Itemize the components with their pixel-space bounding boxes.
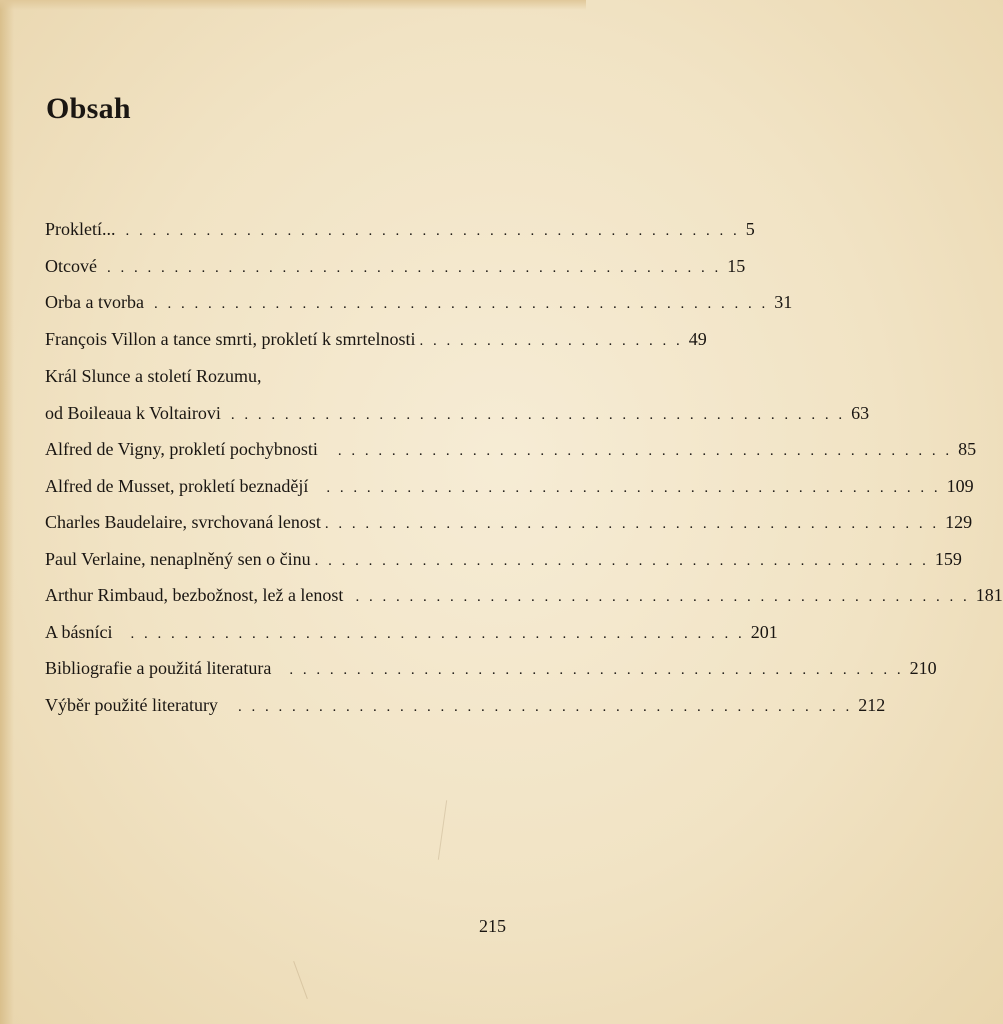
toc-entry-page: 212 xyxy=(858,695,886,715)
toc-entry-page: 181 xyxy=(975,585,1003,605)
toc-entry-label: Charles Baudelaire, svrchovaná lenost xyxy=(45,512,321,532)
dot-leader: . . . . . . . . . . . . . . . . . . . . . . . . . . . . . . . . . . . . . . . . . . . . . . xyxy=(153,296,769,312)
dot-leader: . . . . . . . . . . . . . . . . . . . . . . . . . . . . . . . . . . . . . . . . . . . . . . xyxy=(125,223,740,239)
toc-entry-label: Bibliografie a použitá literatura xyxy=(45,658,272,678)
paper-crease xyxy=(293,961,308,999)
dot-leader: . . . . . . . . . . . . . . . . . . . . . . . . . . . . . . . . . . . . . . . . . . . . . . xyxy=(324,516,940,532)
dot-leader: . . . . . . . . . . . . . . . . . . . . . . . . . . . . . . . . . . . . . . . . . . . . . . xyxy=(355,589,970,605)
dot-leader: . . . . . . . . . . . . . . . . . . . . xyxy=(419,333,683,349)
paper-crease xyxy=(438,800,447,860)
dot-leader: . . . . . . . . . . . . . . . . . . . . . . . . . . . . . . . . . . . . . . . . . . . . . . xyxy=(106,260,722,276)
toc-entry[interactable] xyxy=(45,512,973,538)
toc-entry-label: Alfred de Vigny, prokletí pochybnosti xyxy=(45,439,318,459)
toc-entry-page: 5 xyxy=(745,219,755,239)
toc-entry-label: od Boileaua k Voltairovi xyxy=(45,403,221,423)
dot-leader: . . . . . . . . . . . . . . . . . . . . . . . . . . . . . . . . . . . . . . . . . . . . . . xyxy=(289,662,904,678)
toc-entry-page: 31 xyxy=(774,292,793,312)
toc-entry-label: Arthur Rimbaud, bezbožnost, lež a lenost xyxy=(45,585,344,605)
toc-entry-page: 15 xyxy=(727,256,746,276)
toc-entry-label: Výběr použité literatury xyxy=(45,695,218,715)
toc-entry[interactable] xyxy=(45,219,755,245)
toc-entry[interactable] xyxy=(45,329,707,355)
dot-leader: . . . . . . . . . . . . . . . . . . . . . . . . . . . . . . . . . . . . . . . . . . . . . . xyxy=(230,407,846,423)
dot-leader: . . . . . . . . . . . . . . . . . . . . . . . . . . . . . . . . . . . . . . . . . . . . . . xyxy=(130,626,745,642)
toc-entry[interactable] xyxy=(45,439,977,465)
page-title: Obsah xyxy=(46,92,131,125)
toc-entry-label: Paul Verlaine, nenaplněný sen o činu xyxy=(45,549,311,569)
page-edge-shadow xyxy=(0,0,14,1024)
toc-entry[interactable] xyxy=(45,549,962,575)
toc-entry[interactable] xyxy=(45,658,937,684)
toc-entry[interactable] xyxy=(45,403,870,429)
toc-entry-page: 49 xyxy=(688,329,707,349)
dot-leader: . . . . . . . . . . . . . . . . . . . . . . . . . . . . . . . . . . . . . . . . . . . . . . xyxy=(326,480,941,496)
toc-entry-label: Král Slunce a století Rozumu, xyxy=(45,366,262,386)
toc-entry-page: 63 xyxy=(851,403,870,423)
toc-entry[interactable] xyxy=(45,622,778,648)
toc-entry[interactable] xyxy=(45,256,746,282)
toc-entry-label: Prokletí... xyxy=(45,219,116,239)
toc-entry-page: 201 xyxy=(750,622,778,642)
toc-entry-page: 159 xyxy=(934,549,962,569)
toc-entry-label: A básníci xyxy=(45,622,113,642)
toc-entry-page: 109 xyxy=(946,476,974,496)
toc-entry[interactable] xyxy=(45,695,886,721)
toc-entry-page: 129 xyxy=(945,512,973,532)
dot-leader: . . . . . . . . . . . . . . . . . . . . . . . . . . . . . . . . . . . . . . . . . . . . . . xyxy=(337,443,953,459)
page-number: 215 xyxy=(479,916,506,936)
toc-entry[interactable] xyxy=(45,292,793,318)
dot-leader: . . . . . . . . . . . . . . . . . . . . . . . . . . . . . . . . . . . . . . . . . . . . . . xyxy=(237,699,853,715)
toc-entry-label: François Villon a tance smrti, prokletí k smrtelnosti xyxy=(45,329,416,349)
toc-entry-page: 85 xyxy=(958,439,977,459)
toc-entry[interactable] xyxy=(45,476,974,502)
page-top-shadow xyxy=(0,0,586,10)
dot-leader: . . . . . . . . . . . . . . . . . . . . . . . . . . . . . . . . . . . . . . . . . . . . . . xyxy=(314,553,929,569)
toc-entry[interactable] xyxy=(45,366,507,392)
toc-entry-label: Otcové xyxy=(45,256,97,276)
toc-entry[interactable] xyxy=(45,585,1003,611)
toc-entry-label: Orba a tvorba xyxy=(45,292,144,312)
toc-entry-label: Alfred de Musset, prokletí beznadějí xyxy=(45,476,309,496)
toc-entry-page: 210 xyxy=(909,658,937,678)
